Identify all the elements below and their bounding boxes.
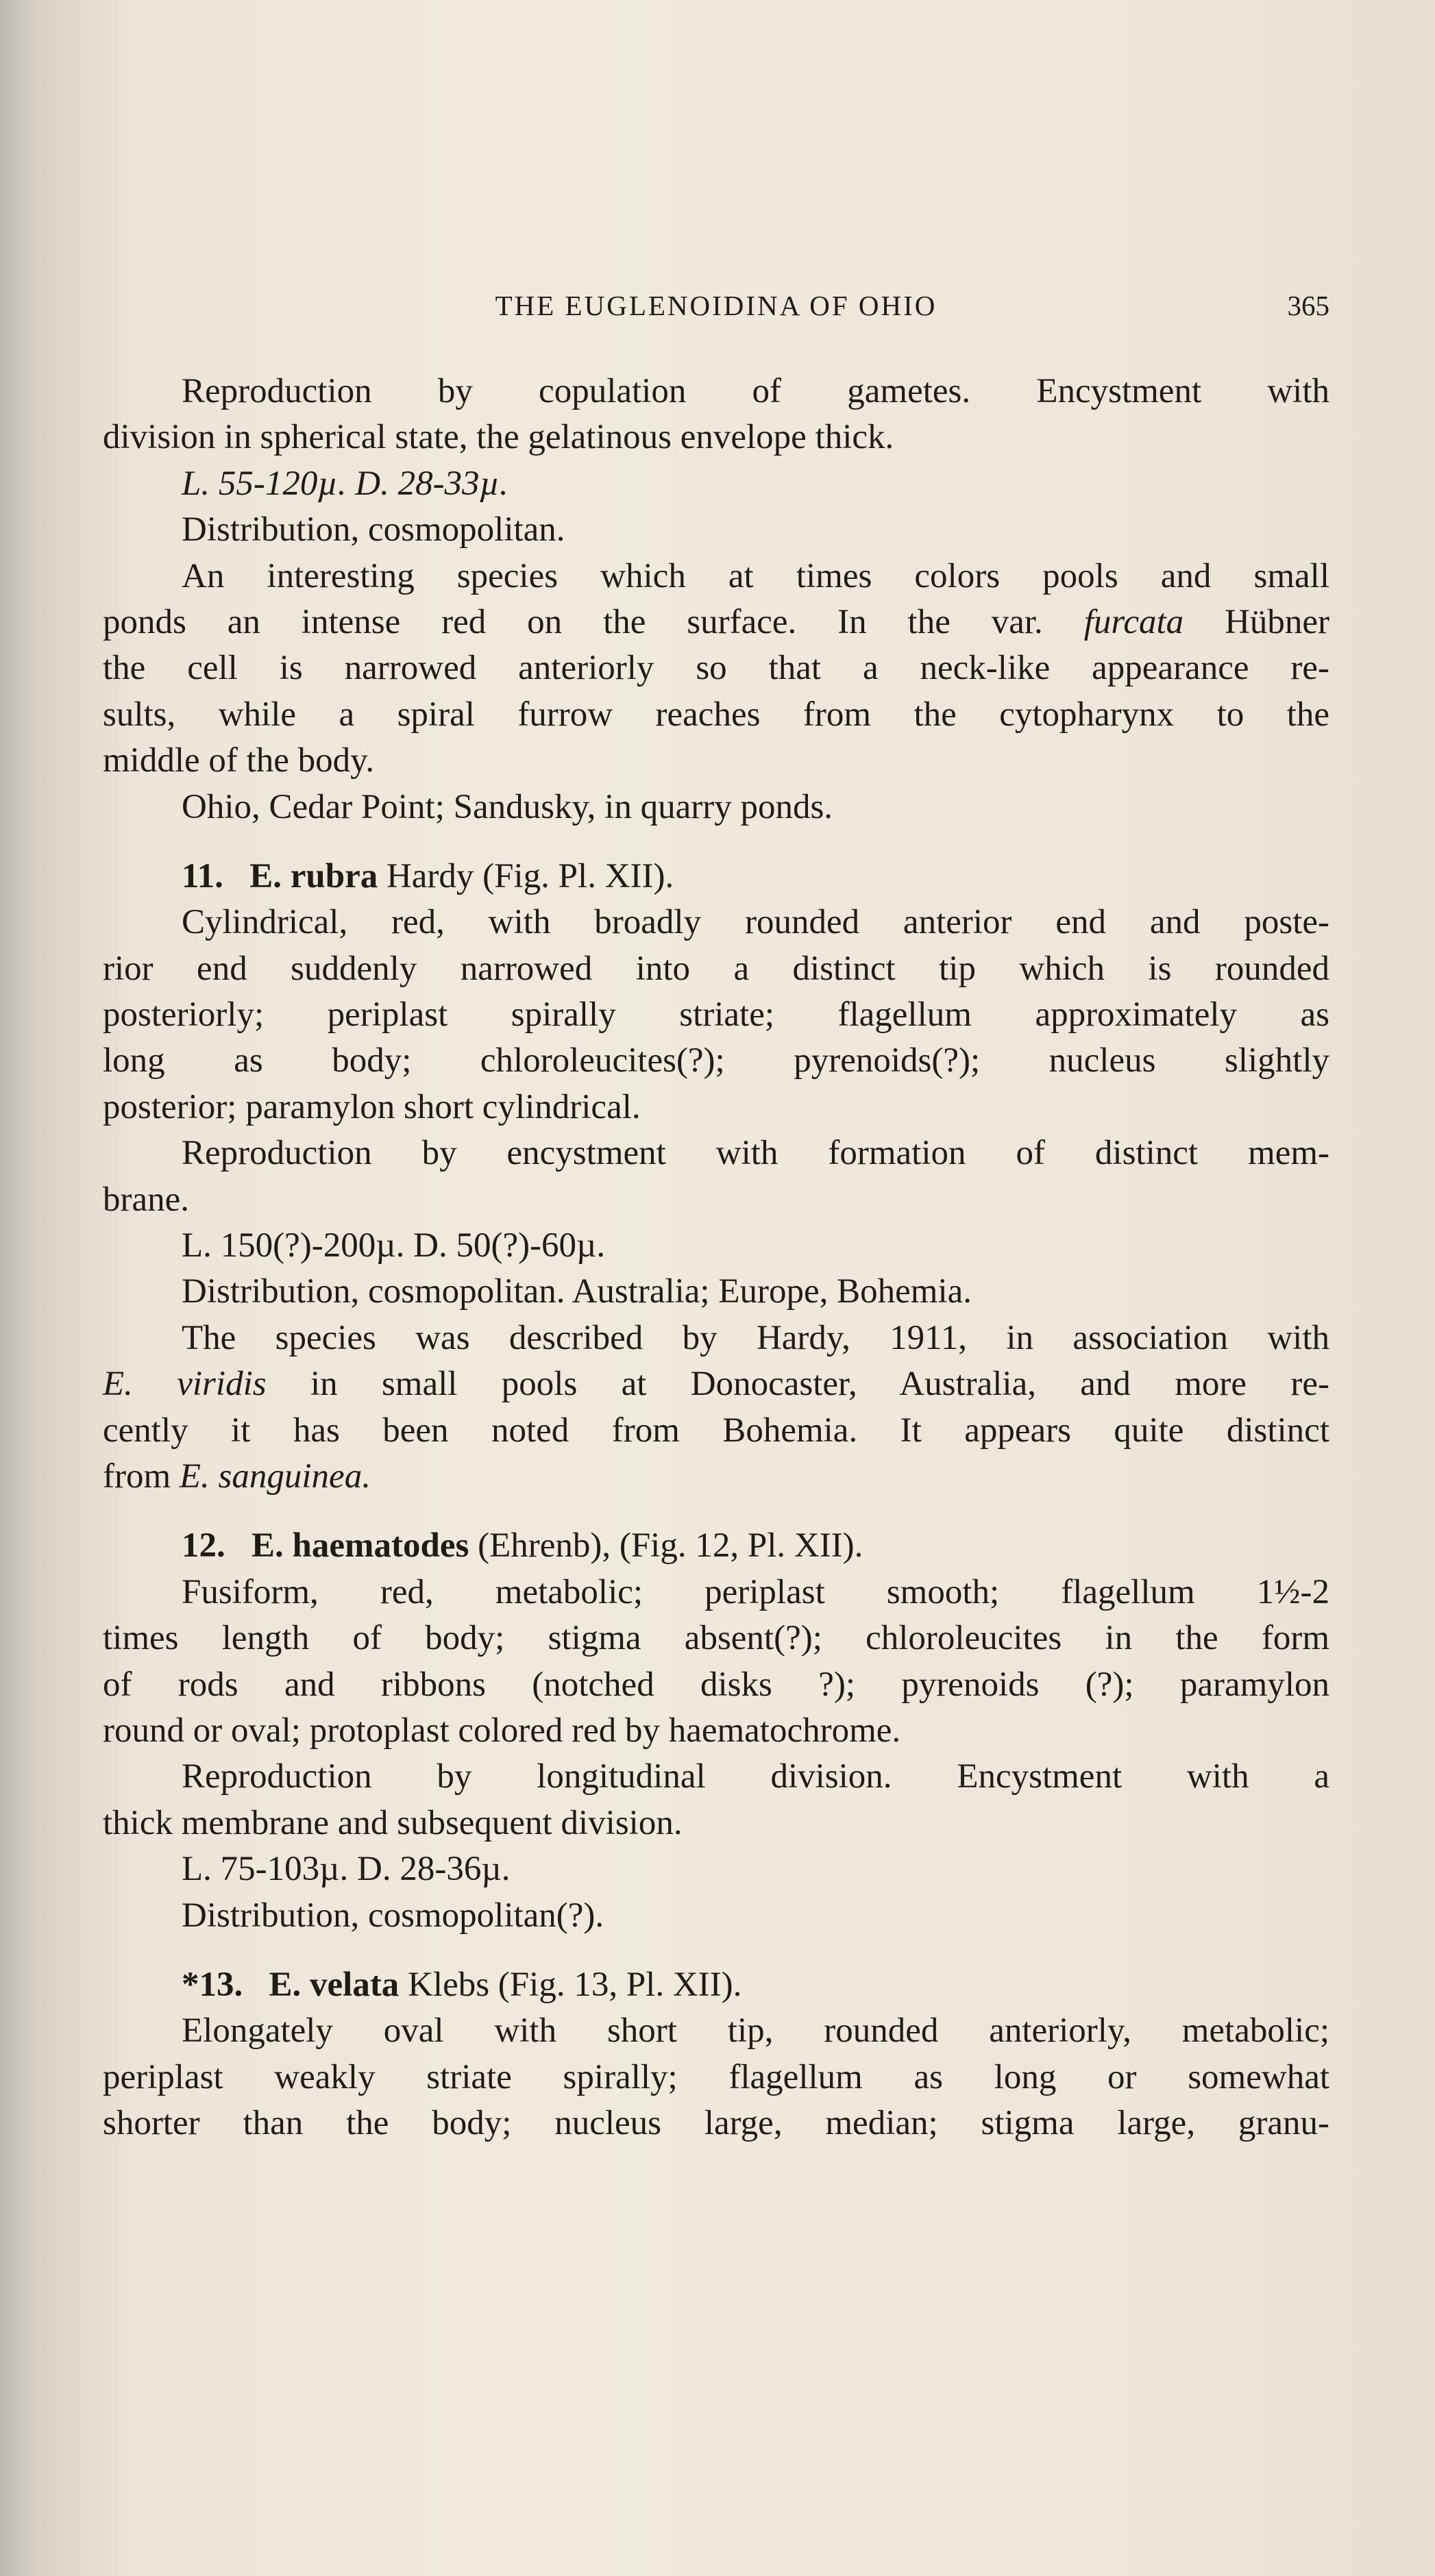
text-span: ponds an intense red on the surface. In the var. <box>103 602 1043 641</box>
text-line: brane. <box>103 1180 190 1219</box>
text-line: The species was described by Hardy, 1911, in association with <box>182 1318 1329 1357</box>
section-gap <box>103 1500 1329 1523</box>
text-line: of rods and ribbons (notched disks ?); pyrenoids (?); paramylon <box>103 1665 1329 1704</box>
species-heading-rubra <box>103 854 1329 900</box>
text-line: sults, while a spiral furrow reaches from the cytopharynx to the <box>103 695 1329 734</box>
species-name: E. haematodes <box>252 1526 469 1565</box>
text-line: Cylindrical, red, with broadly rounded anterior end and poste- <box>182 903 1329 942</box>
text-line: cently it has been noted from Bohemia. It appears quite distinct <box>103 1411 1329 1450</box>
text-line: division in spherical state, the gelatinous envelope thick. <box>103 418 894 457</box>
text-line: Fusiform, red, metabolic; periplast smooth; flagellum 1½-2 <box>182 1572 1329 1611</box>
text-line: posterior; paramylon short cylindrical. <box>103 1087 641 1126</box>
text-line: round or oval; protoplast colored red by haematochrome. <box>103 1711 901 1750</box>
locality-line: Ohio, Cedar Point; Sandusky, in quarry ponds. <box>182 787 833 826</box>
text-line: long as body; chloroleucites(?); pyrenoids(?); nucleus slightly <box>103 1041 1329 1080</box>
measurement-line: L. 150(?)-200µ. D. 50(?)-60µ. <box>182 1226 606 1265</box>
species-heading-haematodes <box>103 1523 1329 1569</box>
section-gap <box>103 830 1329 854</box>
species-number: 12. <box>182 1526 225 1565</box>
text-line: Reproduction by longitudinal division. Encystment with a <box>182 1757 1329 1796</box>
distribution-line: Distribution, cosmopolitan(?). <box>182 1896 604 1935</box>
text-line: middle of the body. <box>103 741 375 780</box>
section-gap <box>103 1939 1329 1962</box>
measurement-line: L. 75-103µ. D. 28-36µ. <box>182 1850 511 1889</box>
species-ref: E. viridis <box>103 1365 267 1404</box>
text-span: from <box>103 1457 171 1496</box>
species-heading-velata <box>103 1962 1329 2008</box>
species-authority: Klebs (Fig. 13, Pl. XII). <box>408 1965 742 2004</box>
species-authority: Hardy (Fig. Pl. XII). <box>386 856 674 895</box>
text-line: posteriorly; periplast spirally striate; flagellum approximately as <box>103 995 1329 1035</box>
text-line: the cell is narrowed anteriorly so that a neck-like appearance re- <box>103 649 1329 688</box>
text-line <box>103 599 1329 645</box>
text-line: Reproduction by copulation of gametes. Encystment with <box>182 372 1329 410</box>
species-ref: E. sanguinea. <box>179 1457 371 1496</box>
species-number: 11. <box>182 856 223 895</box>
text-line: thick membrane and subsequent division. <box>103 1803 683 1842</box>
text-line: rior end suddenly narrowed into a distinct tip which is rounded <box>103 949 1329 988</box>
species-name: E. rubra <box>249 856 378 895</box>
species-name: E. velata <box>269 1965 400 2004</box>
distribution-line: Distribution, cosmopolitan. Australia; Europe, Bohemia. <box>182 1272 972 1311</box>
text-span: in small pools at Donocaster, Australia, and more re- <box>310 1365 1329 1404</box>
text-line: An interesting species which at times colors pools and small <box>182 556 1329 595</box>
body-text <box>103 369 1329 2146</box>
distribution-line: Distribution, cosmopolitan. <box>182 510 565 549</box>
running-head: THE EUGLENOIDINA OF OHIO <box>495 290 937 321</box>
text-line: shorter than the body; nucleus large, median; stigma large, granu- <box>103 2104 1329 2143</box>
text-line: Elongately oval with short tip, rounded anteriorly, metabolic; <box>182 2011 1329 2051</box>
page-header <box>103 289 1329 327</box>
text-span: Hübner <box>1225 602 1330 641</box>
species-authority: (Ehrenb), (Fig. 12, Pl. XII). <box>478 1526 863 1565</box>
species-number: *13. <box>182 1965 243 2004</box>
text-line <box>103 1454 1329 1500</box>
text-line: periplast weakly striate spirally; flagellum as long or somewhat <box>103 2057 1329 2096</box>
text-line: Reproduction by encystment with formation of distinct mem- <box>182 1134 1329 1173</box>
text-line <box>103 1361 1329 1407</box>
page-number: 365 <box>1287 290 1329 321</box>
measurement-line: L. 55-120µ. D. 28-33µ. <box>182 464 508 503</box>
variety-name: furcata <box>1083 602 1184 641</box>
text-line: times length of body; stigma absent(?); chloroleucites in the form <box>103 1619 1329 1658</box>
